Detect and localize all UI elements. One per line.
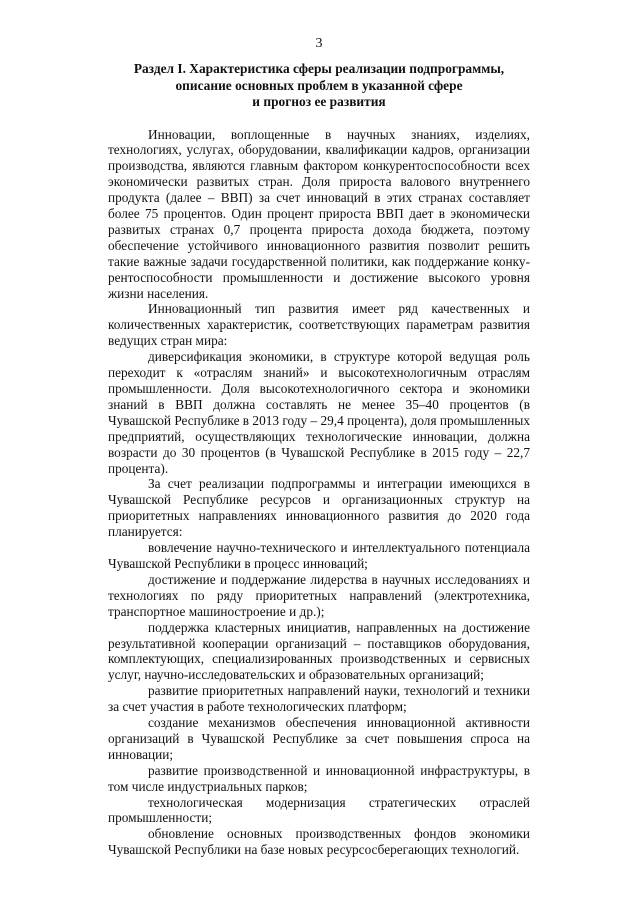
section-title-line-1: Раздел I. Характеристика сферы реализации подпрограммы, bbox=[133, 61, 505, 76]
section-title bbox=[108, 61, 530, 111]
list-item-tech-platforms: развитие приоритетных направлений науки, технологий и техники за счет участия в работе технологических платформ; bbox=[108, 683, 530, 715]
list-item-modernization: технологическая модернизация стратегических отраслей промышленности; bbox=[108, 794, 530, 826]
paragraph-subprogram-plans: За счет реализации подпрограммы и интеграции имеющихся в Чувашской Республике ресурсов и организационных структур на приоритетных направлениях инновационного развития до 2020 года планируется: bbox=[108, 476, 530, 540]
paragraph-innovations-intro: Инновации, воплощенные в научных знаниях, изделиях, технологиях, услугах, оборудовании, квалификации кадров, организации производства, являются главным фактором конкурентоспособности всех экономически развитых стран. Доля прироста валового внутреннего продукта (далее – ВВП) за счет инноваций в этих странах составляет более 75 процентов. Один процент прироста ВВП дает в экономически развитых странах 0,7 процента прироста дохода бюджета, поэтому обеспечение устойчивого инновационного развития позволит решить такие важные задачи государственной политики, как поддержание конкурентоспособности промышленности и достижение высокого уровня жизни населения. bbox=[108, 126, 530, 301]
page-number: 3 bbox=[315, 36, 323, 51]
section-title-line-3: и прогноз ее развития bbox=[252, 94, 386, 109]
paragraph-innovation-type: Инновационный тип развития имеет ряд качественных и количественных характеристик, соответствующих параметрам развития ведущих стран мира: bbox=[108, 301, 530, 349]
list-item-fixed-assets: обновление основных производственных фондов экономики Чувашской Республики на базе новых ресурсосберегающих технологий. bbox=[108, 826, 530, 858]
list-item-science-involvement: вовлечение научно-технического и интеллектуального потенциала Чувашской Республики в процесс инноваций; bbox=[108, 540, 530, 571]
list-item-research-leadership: достижение и поддержание лидерства в научных исследованиях и технологиях по ряду приоритетных направлений (электротехника, транспортное машиностроение и др.); bbox=[108, 571, 530, 619]
body-text bbox=[108, 127, 530, 859]
list-item-infrastructure: развитие производственной и инновационной инфраструктуры, в том числе индустриальных парков; bbox=[108, 762, 530, 794]
list-item-innovation-activity: создание механизмов обеспечения инновационной активности организаций в Чувашской Республике за счет повышения спроса на инновации; bbox=[108, 715, 530, 762]
section-title-line-2: описание основных проблем в указанной сфере bbox=[175, 77, 463, 93]
document-page bbox=[108, 36, 530, 858]
paragraph-diversification: диверсификация экономики, в структуре которой ведущая роль переходит к «отраслям знаний» и высокотехнологичным отраслям промышленности. Доля высокотехнологичного сектора и экономики знаний в ВВП должна составлять не менее 35–40 процентов (в Чувашской Республике в 2013 году – 29,4 процента), доля промышленных предприятий, осуществляющих технологические инновации, должна возрасти до 30 процентов (в Чувашской Республике в 2015 году – 22,7 процента). bbox=[108, 349, 530, 476]
list-item-cluster-support: поддержка кластерных инициатив, направленных на достижение результативной кооперации организаций – поставщиков оборудования, комплектующих, специализированных производственных и сервисных услуг, научно-исследовательских и образовательных организаций; bbox=[108, 619, 530, 683]
